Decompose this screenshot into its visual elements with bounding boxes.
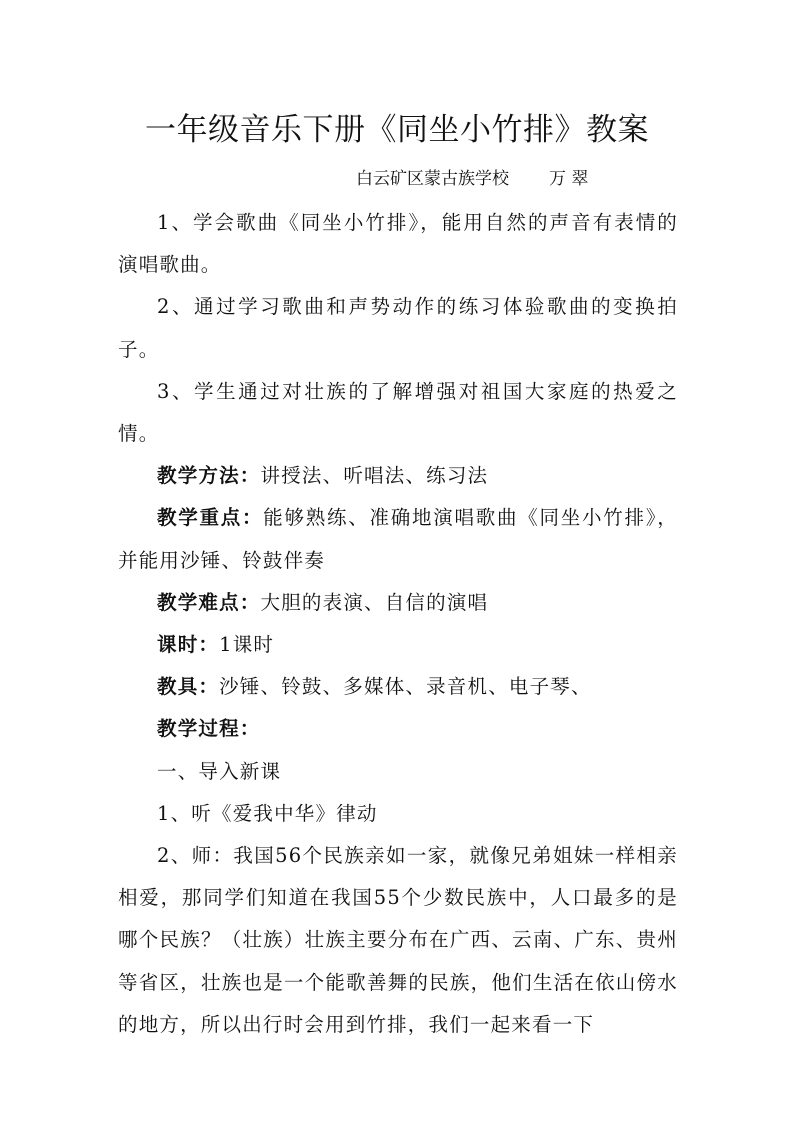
author-line: [356, 166, 588, 192]
process-section-1: 一、导入新课: [157, 759, 282, 783]
teaching-focus-label: 教学重点：: [157, 506, 264, 530]
teaching-difficulty-label: 教学难点：: [157, 590, 261, 614]
document-body: [118, 202, 678, 1046]
teaching-process-label: 教学过程：: [157, 717, 261, 741]
goal-paragraph-3: 3、学生通过对壮族的了解增强对祖国大家庭的热爱之情。: [118, 379, 678, 446]
class-hours: [118, 624, 678, 666]
goal-paragraph-2: 2、通过学习歌曲和声势动作的练习体验歌曲的变换拍子。: [118, 295, 678, 361]
teaching-method-label: 教学方法：: [157, 464, 261, 488]
teaching-difficulty: [118, 582, 678, 624]
teaching-tools: [118, 666, 678, 708]
class-hours-value: 1课时: [219, 633, 275, 657]
teaching-method: [118, 455, 678, 497]
author-name: 万 翠: [549, 169, 589, 189]
author-school: 白云矿区蒙古族学校: [356, 169, 509, 189]
teaching-focus-value: 能够熟练、准确地演唱歌曲《同坐小竹排》，并能用沙锤、铃鼓伴奏: [118, 506, 678, 572]
teaching-focus: [118, 497, 678, 581]
teaching-tools-label: 教具：: [157, 675, 220, 699]
goal-paragraph-1: 1、学会歌曲《同坐小竹排》，能用自然的声音有表情的演唱歌曲。: [118, 211, 678, 277]
process-step-1: 1、听《爱我中华》律动: [157, 801, 378, 825]
teaching-method-value: 讲授法、听唱法、练习法: [260, 464, 489, 488]
document-title: 一年级音乐下册《同坐小竹排》教案: [145, 112, 649, 148]
teaching-tools-value: 沙锤、铃鼓、多媒体、录音机、电子琴、: [219, 675, 592, 699]
teaching-difficulty-value: 大胆的表演、自信的演唱: [260, 590, 489, 614]
process-step-2: 2、师：我国56个民族亲如一家，就像兄弟姐妹一样相亲相爱，那同学们知道在我国55个少数民族中，人口最多的是哪个民族？（壮族）壮族主要分布在广西、云南、广东、贵州等省区，壮族也是一个能歌善舞的民族，他们生活在依山傍水的地方，所以出行时会用到竹排，我们一起来看一下: [118, 844, 678, 1036]
class-hours-label: 课时：: [157, 633, 220, 657]
teaching-process: [118, 708, 678, 750]
